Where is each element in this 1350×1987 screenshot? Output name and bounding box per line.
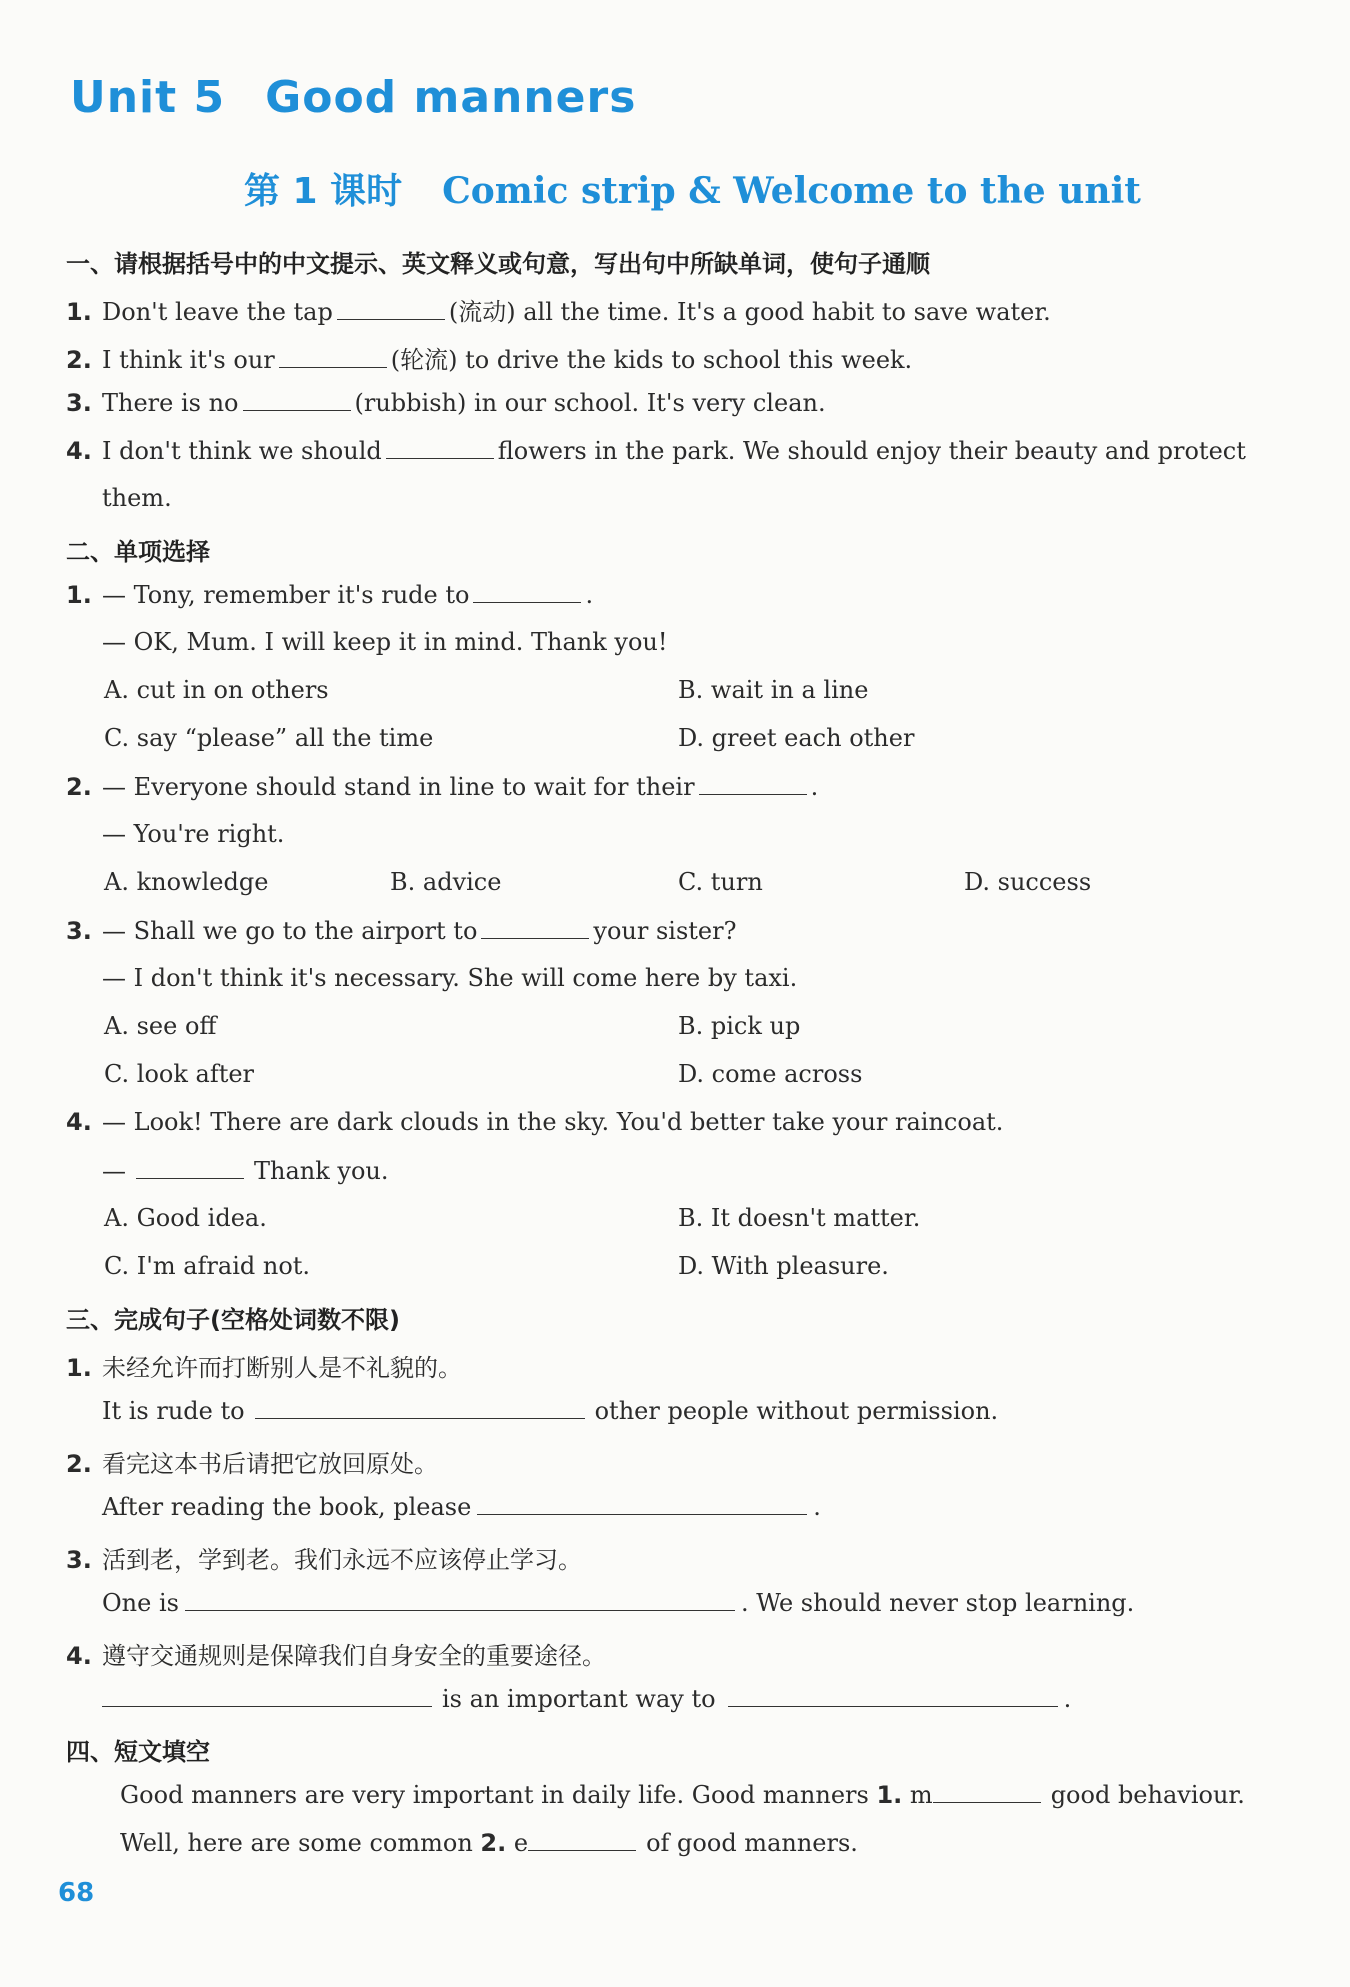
answer-blank[interactable] — [528, 1828, 636, 1851]
answer-blank[interactable] — [255, 1396, 585, 1419]
lesson-title — [244, 163, 1141, 214]
s1-item-4-cont: them. — [102, 484, 172, 512]
s1-item-3: 3. There is no (rubbish) in our school. It's very clean. — [66, 389, 826, 417]
answer-blank[interactable] — [243, 388, 351, 411]
answer-blank[interactable] — [185, 1588, 735, 1611]
s3-item-2-en: After reading the book, please . — [102, 1493, 821, 1521]
section-2-title: 二、单项选择 — [66, 538, 210, 566]
answer-blank[interactable] — [933, 1780, 1041, 1803]
s2-q1-option-c[interactable]: C. say “please” all the time — [104, 724, 434, 752]
s3-item-1-zh: 1. 未经允许而打断别人是不礼貌的。 — [66, 1354, 462, 1382]
s2-q4-line1: 4. — Look! There are dark clouds in the sky. You'd better take your raincoat. — [66, 1108, 1004, 1136]
s2-q1-option-a[interactable]: A. cut in on others — [104, 676, 329, 704]
s3-item-4-zh: 4. 遵守交通规则是保障我们自身安全的重要途径。 — [66, 1642, 606, 1670]
s3-item-1-en: It is rude to other people without permission. — [102, 1397, 999, 1425]
section-4-title: 四、短文填空 — [66, 1738, 210, 1766]
s4-passage-line-2: Well, here are some common 2. e of good manners. — [120, 1829, 858, 1857]
s2-q1-line2: — OK, Mum. I will keep it in mind. Thank you! — [102, 628, 668, 656]
s2-q4-option-d[interactable]: D. With pleasure. — [678, 1252, 889, 1280]
s2-q3-line2: — I don't think it's necessary. She will come here by taxi. — [102, 964, 798, 992]
s2-q3-option-d[interactable]: D. come across — [678, 1060, 863, 1088]
s1-item-2: 2. I think it's our (轮流) to drive the kids to school this week. — [66, 346, 913, 374]
s2-q3-option-c[interactable]: C. look after — [104, 1060, 255, 1088]
s2-q2-line2: — You're right. — [102, 820, 285, 848]
s1-item-1: 1. Don't leave the tap (流动) all the time. It's a good habit to save water. — [66, 298, 1051, 326]
s3-item-2-zh: 2. 看完这本书后请把它放回原处。 — [66, 1450, 438, 1478]
s2-q1-option-b[interactable]: B. wait in a line — [678, 676, 869, 704]
s2-q2-option-a[interactable]: A. knowledge — [104, 868, 269, 896]
unit-name: Good manners — [265, 72, 637, 123]
answer-blank[interactable] — [699, 772, 807, 795]
s2-q2-option-b[interactable]: B. advice — [390, 868, 502, 896]
s3-item-3-zh: 3. 活到老，学到老。我们永远不应该停止学习。 — [66, 1546, 582, 1574]
s2-q3-option-a[interactable]: A. see off — [104, 1012, 217, 1040]
s2-q2-option-c[interactable]: C. turn — [678, 868, 763, 896]
s4-passage-line-1: Good manners are very important in daily life. Good manners 1. m good behaviour. — [120, 1781, 1245, 1809]
section-3-title: 三、完成句子(空格处词数不限) — [66, 1306, 400, 1334]
s1-item-4: 4. I don't think we should flowers in the park. We should enjoy their beauty and protect — [66, 437, 1246, 465]
unit-title — [70, 72, 636, 123]
s2-q4-option-b[interactable]: B. It doesn't matter. — [678, 1204, 921, 1232]
lesson-label: 第 1 课时 — [244, 171, 403, 212]
s2-q2-option-d[interactable]: D. success — [964, 868, 1092, 896]
lesson-name: Comic strip & Welcome to the unit — [442, 170, 1141, 212]
s2-q4-option-a[interactable]: A. Good idea. — [104, 1204, 267, 1232]
s2-q4-option-c[interactable]: C. I'm afraid not. — [104, 1252, 311, 1280]
answer-blank[interactable] — [386, 436, 494, 459]
answer-blank[interactable] — [473, 580, 581, 603]
answer-blank[interactable] — [279, 345, 387, 368]
s3-item-3-en: One is . We should never stop learning. — [102, 1589, 1135, 1617]
s2-q4-line2: — Thank you. — [102, 1157, 389, 1185]
answer-blank[interactable] — [136, 1156, 244, 1179]
answer-blank[interactable] — [337, 297, 445, 320]
s3-item-4-en: is an important way to . — [102, 1684, 1071, 1713]
s2-q2-line1: 2. — Everyone should stand in line to wait for their . — [66, 773, 819, 801]
answer-blank[interactable] — [481, 916, 589, 939]
unit-label: Unit 5 — [70, 72, 226, 123]
answer-blank[interactable] — [728, 1684, 1058, 1707]
answer-blank[interactable] — [102, 1684, 432, 1707]
answer-blank[interactable] — [477, 1492, 807, 1515]
page-number: 68 — [58, 1878, 95, 1908]
s2-q3-option-b[interactable]: B. pick up — [678, 1012, 801, 1040]
s2-q1-option-d[interactable]: D. greet each other — [678, 724, 915, 752]
s2-q1-line1: 1. — Tony, remember it's rude to . — [66, 581, 594, 609]
section-1-title: 一、请根据括号中的中文提示、英文释义或句意，写出句中所缺单词，使句子通顺 — [66, 250, 930, 278]
s2-q3-line1: 3. — Shall we go to the airport to your sister? — [66, 917, 737, 945]
